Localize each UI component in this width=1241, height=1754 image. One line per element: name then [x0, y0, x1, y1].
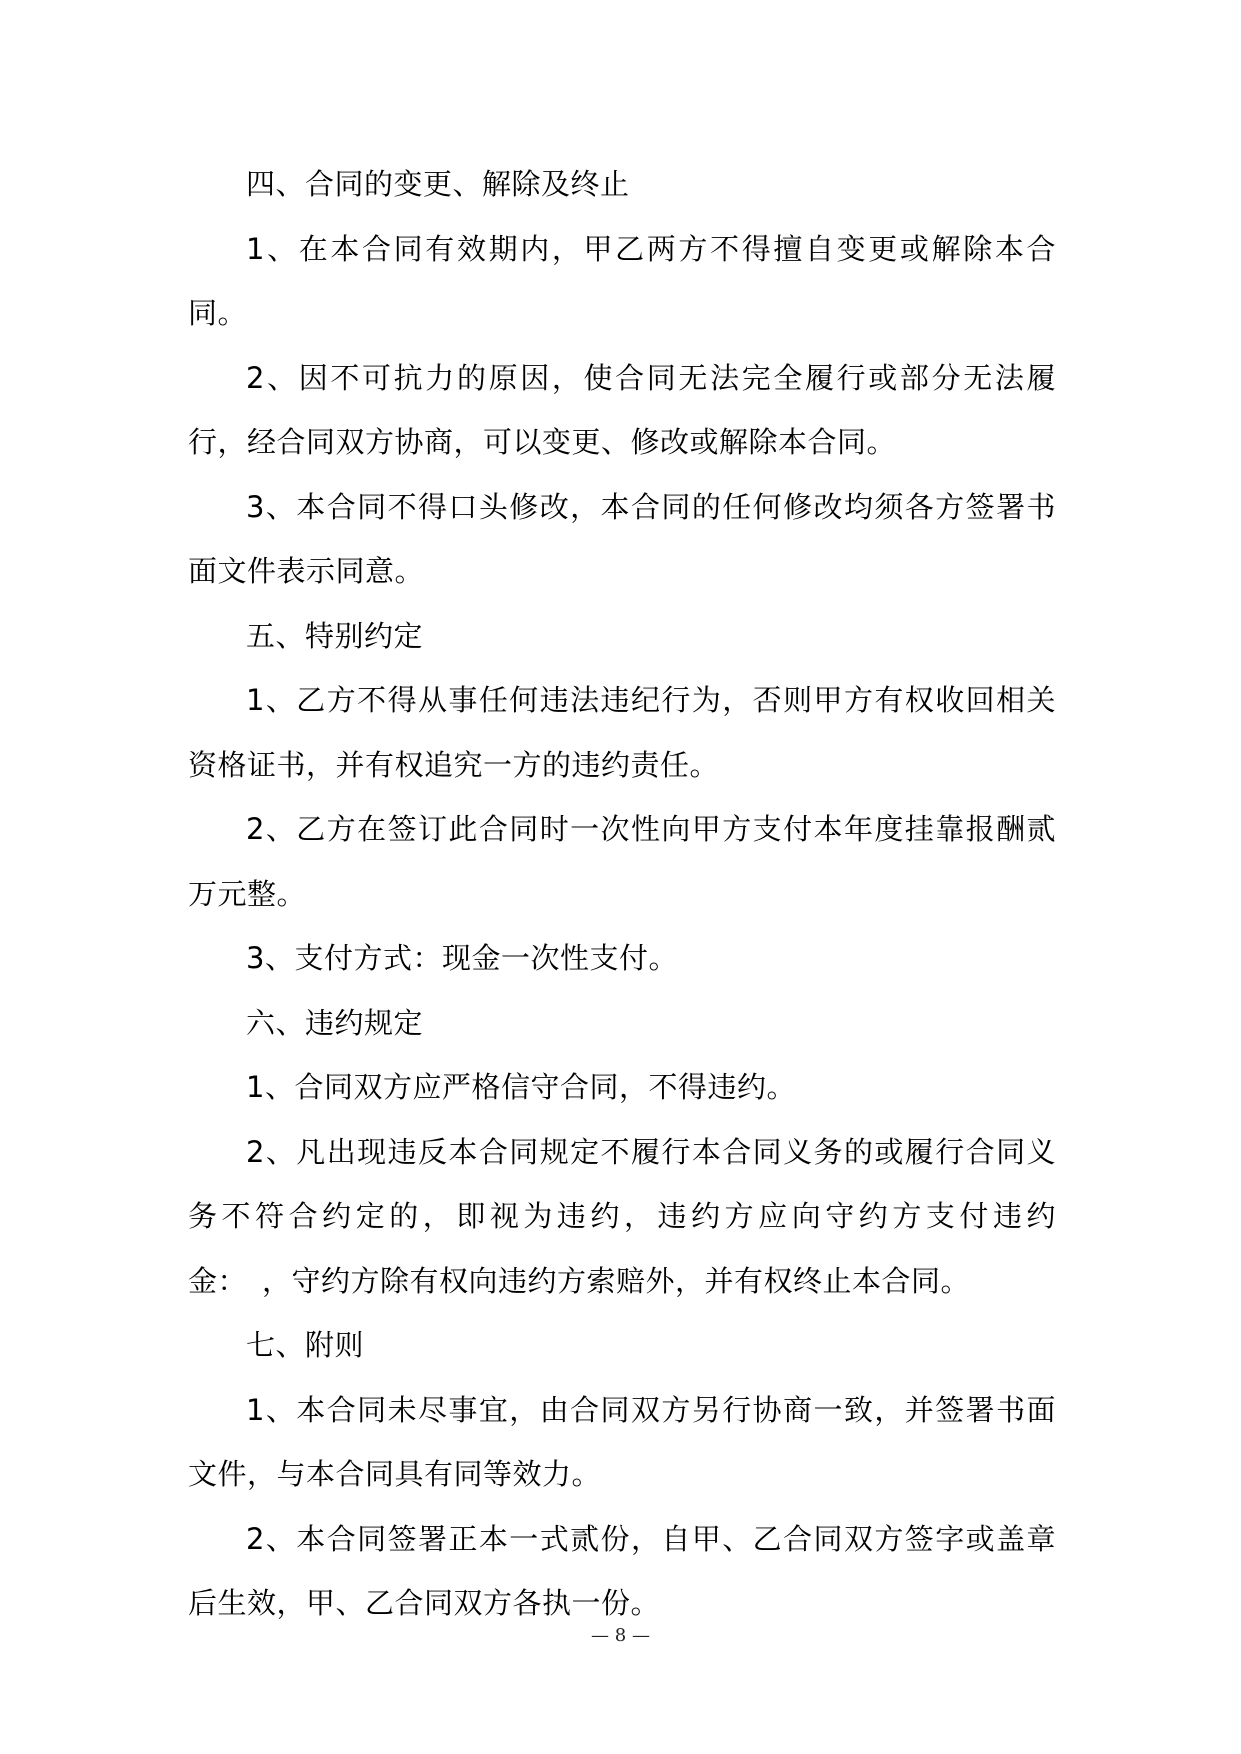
clause-6-1: 1、合同双方应严格信守合同，不得违约。: [246, 1070, 796, 1104]
clause-4-1: 1、在本合同有效期内，甲乙两方不得擅自变更或解除本合同。: [188, 231, 1056, 330]
section-heading-special-terms: 五、特别约定: [246, 618, 424, 653]
contract-body: [188, 152, 1056, 1636]
section-heading-supplementary: 七、附则: [246, 1328, 365, 1362]
clause-6-2: 2、凡出现违反本合同规定不履行本合同义务的或履行合同义务不符合约定的，即视为违约，违约方应向守约方支付违约金： ，守约方除有权向违约方索赔外，并有权终止本合同。: [188, 1134, 1056, 1298]
page-number: — 8 —: [591, 1625, 650, 1646]
section-heading-breach: 六、违约规定: [246, 1005, 424, 1040]
clause-4-3: 3、本合同不得口头修改，本合同的任何修改均须各方签署书面文件表示同意。: [188, 489, 1056, 588]
section-heading-modification: 四、合同的变更、解除及终止: [246, 167, 630, 201]
clause-4-2: 2、因不可抗力的原因，使合同无法完全履行或部分无法履行，经合同双方协商，可以变更、修改或解除本合同。: [188, 360, 1056, 459]
clause-5-3: 3、支付方式：现金一次性支付。: [246, 941, 678, 975]
clause-7-1: 1、本合同未尽事宜，由合同双方另行协商一致，并签署书面文件，与本合同具有同等效力。: [188, 1392, 1056, 1491]
clause-5-2: 2、乙方在签订此合同时一次性向甲方支付本年度挂靠报酬贰万元整。: [188, 812, 1056, 911]
clause-5-1: 1、乙方不得从事任何违法违纪行为，否则甲方有权收回相关资格证书，并有权追究一方的违约责任。: [188, 683, 1056, 782]
clause-7-2: 2、本合同签署正本一式贰份，自甲、乙合同双方签字或盖章后生效，甲、乙合同双方各执一份。: [188, 1521, 1056, 1620]
